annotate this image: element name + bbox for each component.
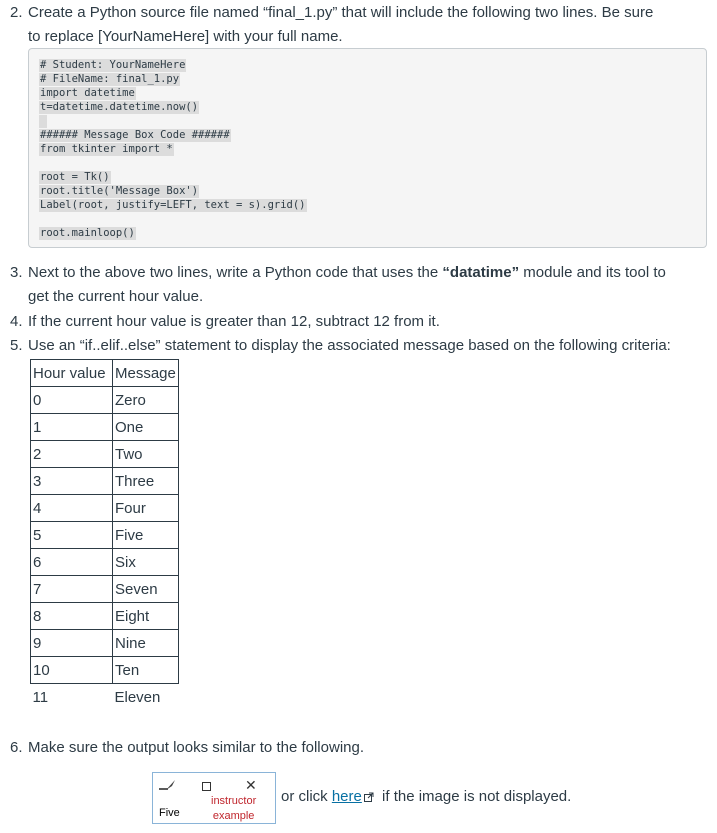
hour-cell: 2 [31, 441, 113, 468]
code-line: import datetime [40, 87, 135, 99]
step-text-after: that will include the following two lines. Be sure [337, 4, 654, 21]
link-prefix: or click [281, 788, 332, 805]
code-line: ###### Message Box Code ###### [40, 129, 230, 141]
table-row [31, 657, 179, 684]
step-number: 4. [10, 313, 23, 330]
step-2 [10, 1, 653, 49]
hour-cell: 11 [32, 688, 49, 706]
feather-icon [158, 778, 178, 792]
step-number: 2. [10, 4, 23, 21]
code-line: # Student: YourNameHere [40, 59, 186, 71]
output-label: Five [159, 807, 180, 819]
hour-cell: 10 [31, 657, 113, 684]
table-row [31, 549, 179, 576]
maximize-icon [202, 782, 211, 791]
step-text: Next to the above two lines, write a Python code that uses the [28, 264, 443, 281]
step-text: If the current hour value is greater than 12, subtract 12 from it. [28, 313, 440, 330]
column-header-message: Message [113, 360, 179, 387]
message-cell: One [113, 414, 179, 441]
message-cell: Ten [113, 657, 179, 684]
module-name: “datatime” [442, 264, 520, 281]
hour-cell: 3 [31, 468, 113, 495]
message-cell: Eight [113, 603, 179, 630]
table-row [31, 495, 179, 522]
step-4 [10, 310, 440, 334]
step-text: Use an “if..elif..else” statement to display the associated message based on the following criteria: [28, 337, 671, 354]
fallback-link-line [281, 786, 571, 808]
step-6 [10, 736, 364, 760]
step-5 [10, 334, 671, 358]
message-cell: Eleven [114, 688, 161, 706]
code-line: root.title('Message Box') [40, 185, 199, 197]
step-text-line2: to replace [YourNameHere] with your full name. [28, 28, 343, 45]
hour-cell: 4 [31, 495, 113, 522]
table-header-row [31, 360, 179, 387]
message-cell: Four [113, 495, 179, 522]
hour-cell: 5 [31, 522, 113, 549]
code-block [28, 48, 707, 248]
image-caption [211, 794, 256, 824]
filename: “final_1.py” [263, 4, 338, 21]
table-row [31, 576, 179, 603]
code-line: from tkinter import * [40, 143, 173, 155]
code-line: Label(root, justify=LEFT, text = s).grid() [40, 199, 306, 211]
code-line: # FileName: final_1.py [40, 73, 180, 85]
step-text-line2: get the current hour value. [28, 288, 204, 305]
hour-cell: 1 [31, 414, 113, 441]
table-row [31, 603, 179, 630]
table-row [31, 468, 179, 495]
table-row [31, 684, 179, 711]
example-window-image [152, 772, 276, 824]
close-icon: ✕ [245, 777, 257, 793]
column-header-hour: Hour value [31, 360, 113, 387]
hour-cell: 6 [31, 549, 113, 576]
step-text: Make sure the output looks similar to the following. [28, 739, 364, 756]
hour-cell: 9 [31, 630, 113, 657]
code-line: root.mainloop() [40, 227, 135, 239]
table-row [31, 414, 179, 441]
code-line-empty [39, 115, 47, 128]
hour-message-table [30, 359, 179, 711]
hour-cell: 0 [31, 387, 113, 414]
hour-cell: 7 [31, 576, 113, 603]
step-text-after: module and its tool to [519, 264, 666, 281]
table-row [31, 387, 179, 414]
caption-line: example [212, 810, 255, 822]
caption-line: instructor [211, 795, 257, 807]
message-cell: Seven [113, 576, 179, 603]
message-cell: Five [113, 522, 179, 549]
hour-cell: 8 [31, 603, 113, 630]
code-line: t=datetime.datetime.now() [40, 101, 199, 113]
table-row [31, 630, 179, 657]
message-cell: Zero [113, 387, 179, 414]
message-cell: Three [113, 468, 179, 495]
step-3 [10, 261, 666, 309]
step-number: 6. [10, 739, 23, 756]
table-row [31, 441, 179, 468]
step-text: Create a Python source file named [28, 4, 264, 21]
external-link-icon [364, 792, 374, 802]
message-cell: Nine [113, 630, 179, 657]
step-number: 3. [10, 264, 23, 281]
table-row [31, 522, 179, 549]
step-number: 5. [10, 337, 23, 354]
message-cell: Six [113, 549, 179, 576]
here-link[interactable]: here [331, 788, 362, 805]
code-line: root = Tk() [40, 171, 110, 183]
link-suffix: if the image is not displayed. [377, 788, 572, 805]
message-cell: Two [113, 441, 179, 468]
